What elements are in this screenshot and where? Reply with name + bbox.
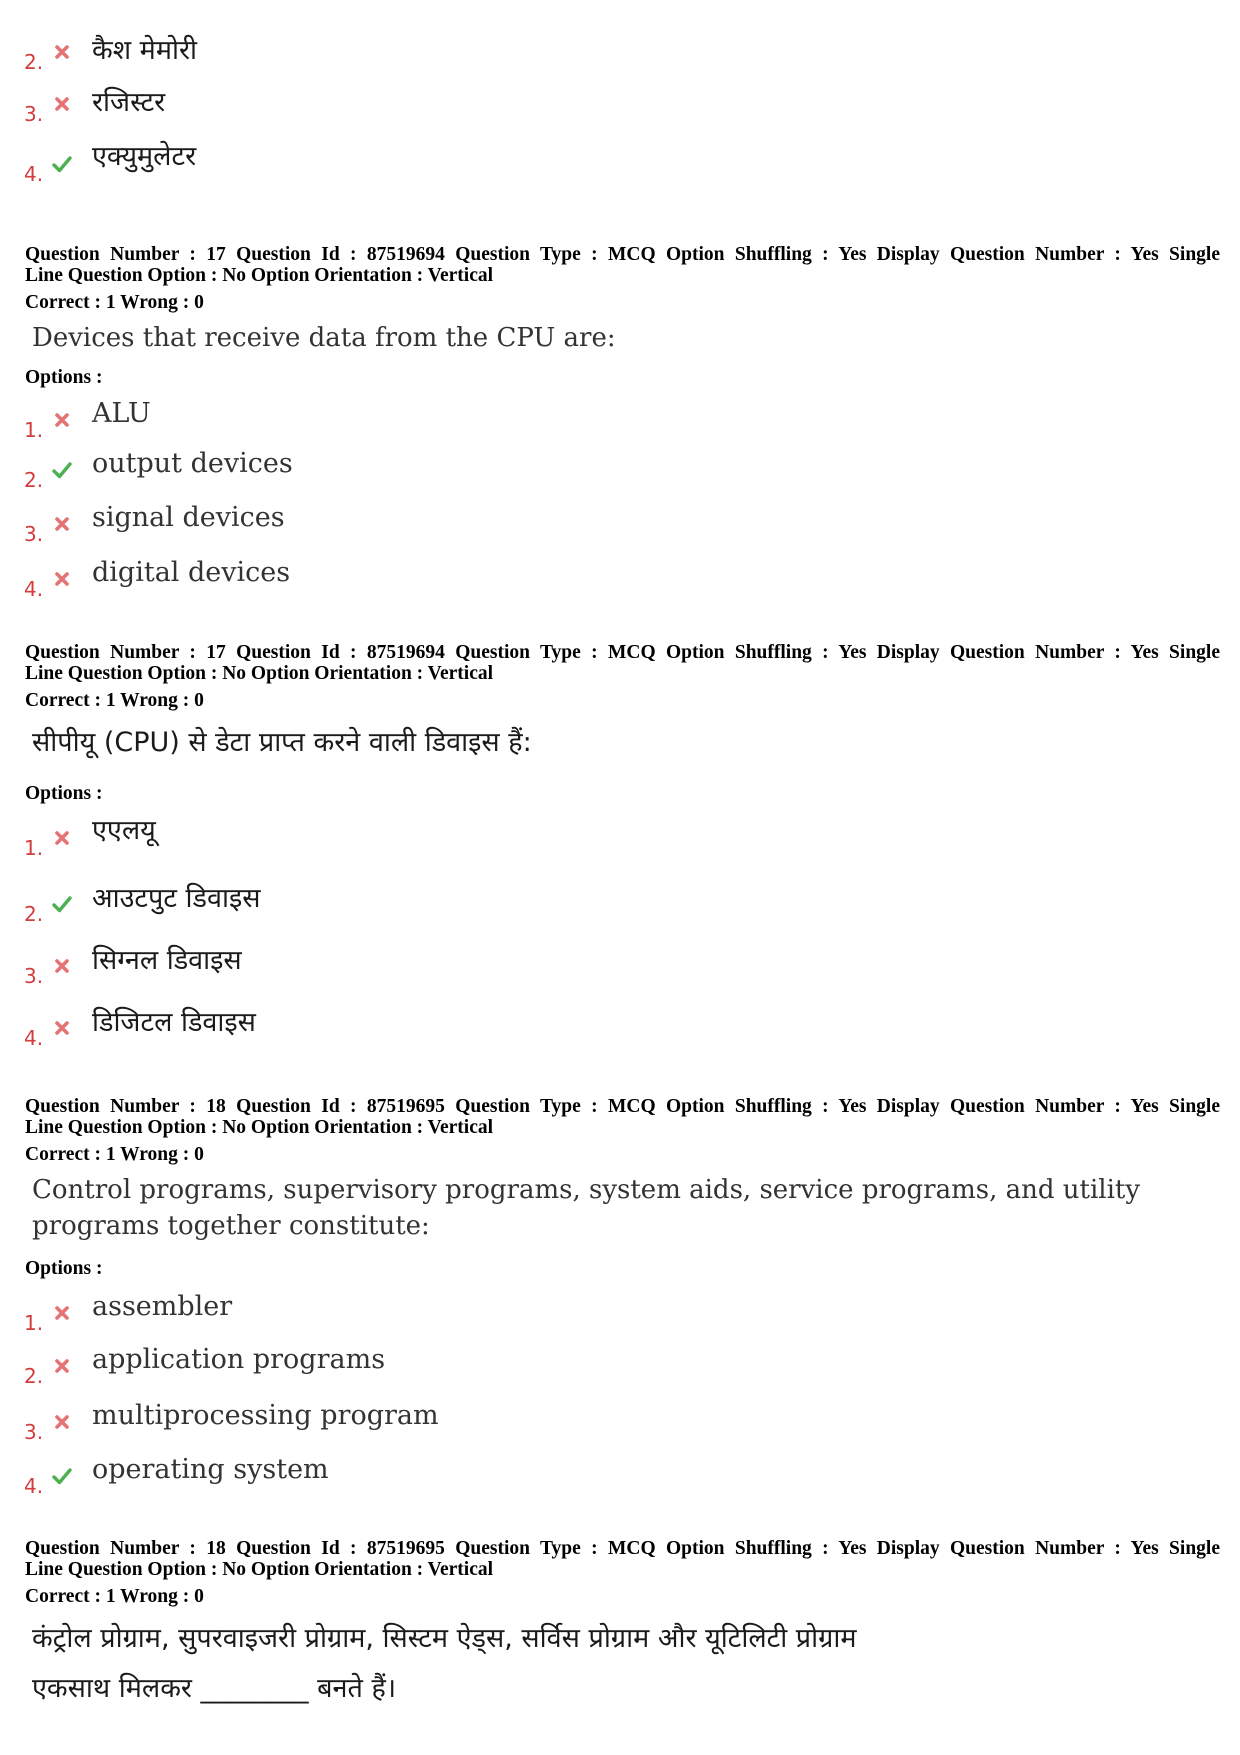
question-meta: Question Number : 17 Question Id : 87519694 Question Type : MCQ Option Shuffling : Yes Display Question Number : Yes Single Line Question Option : No Option Orientation : Vertical [25, 244, 1220, 286]
option-text: रजिस्टर [92, 87, 166, 118]
cross-icon [52, 410, 72, 430]
option-number: 3. [24, 522, 44, 546]
option-text: signal devices [92, 502, 285, 533]
option-text: assembler [92, 1291, 233, 1322]
question-meta: Question Number : 18 Question Id : 87519695 Question Type : MCQ Option Shuffling : Yes Display Question Number : Yes Single Line Question Option : No Option Orientation : Vertical [25, 1096, 1220, 1138]
option-text: output devices [92, 448, 293, 479]
option-number: 1. [24, 836, 44, 860]
option-number: 3. [24, 964, 44, 988]
options-label: Options : [25, 1258, 103, 1279]
option-text: डिजिटल डिवाइस [92, 1007, 256, 1038]
option-number: 2. [24, 1364, 44, 1388]
option-number: 2. [24, 902, 44, 926]
cross-icon [52, 569, 72, 589]
score-line: Correct : 1 Wrong : 0 [25, 690, 204, 711]
option-number: 3. [24, 1420, 44, 1444]
question-text: कंट्रोल प्रोग्राम, सुपरवाइजरी प्रोग्राम, सिस्टम ऐड्स, सर्विस प्रोग्राम और यूटिलिटी प्रोग्राम एकसाथ मिलकर ________ बनते हैं। [32, 1623, 857, 1704]
cross-icon [52, 94, 72, 114]
option-number: 3. [24, 102, 44, 126]
score-line: Correct : 1 Wrong : 0 [25, 292, 204, 313]
option-text: digital devices [92, 557, 291, 588]
option-number: 1. [24, 1311, 44, 1335]
check-icon [52, 894, 72, 914]
cross-icon [52, 828, 72, 848]
question-meta: Question Number : 17 Question Id : 87519694 Question Type : MCQ Option Shuffling : Yes Display Question Number : Yes Single Line Question Option : No Option Orientation : Vertical [25, 642, 1220, 684]
check-icon [52, 460, 72, 480]
question-text: Devices that receive data from the CPU are: [32, 323, 616, 353]
cross-icon [52, 1018, 72, 1038]
option-number: 2. [24, 50, 44, 74]
option-text: application programs [92, 1344, 386, 1375]
cross-icon [52, 1303, 72, 1323]
cross-icon [52, 514, 72, 534]
check-icon [52, 154, 72, 174]
option-text: आउटपुट डिवाइस [92, 883, 261, 914]
option-text: एक्युमुलेटर [92, 141, 197, 172]
options-label: Options : [25, 783, 103, 804]
score-line: Correct : 1 Wrong : 0 [25, 1586, 204, 1607]
question-text: Control programs, supervisory programs, system aids, service programs, and utility programs together constitute: [32, 1175, 1141, 1241]
option-text: ALU [92, 398, 151, 429]
option-number: 4. [24, 1026, 44, 1050]
option-number: 2. [24, 468, 44, 492]
question-text: सीपीयू (CPU) से डेटा प्राप्त करने वाली डिवाइस हैं: [32, 727, 532, 758]
cross-icon [52, 1412, 72, 1432]
options-label: Options : [25, 367, 103, 388]
score-line: Correct : 1 Wrong : 0 [25, 1144, 204, 1165]
option-number: 4. [24, 162, 44, 186]
option-number: 4. [24, 577, 44, 601]
option-text: एएलयू [92, 815, 156, 846]
option-number: 1. [24, 418, 44, 442]
option-text: कैश मेमोरी [92, 35, 197, 66]
option-text: multiprocessing program [92, 1400, 439, 1431]
question-meta: Question Number : 18 Question Id : 87519695 Question Type : MCQ Option Shuffling : Yes Display Question Number : Yes Single Line Question Option : No Option Orientation : Vertical [25, 1538, 1220, 1580]
option-number: 4. [24, 1474, 44, 1498]
cross-icon [52, 42, 72, 62]
option-text: सिग्नल डिवाइस [92, 945, 242, 976]
option-text: operating system [92, 1454, 329, 1485]
check-icon [52, 1466, 72, 1486]
cross-icon [52, 1356, 72, 1376]
cross-icon [52, 956, 72, 976]
